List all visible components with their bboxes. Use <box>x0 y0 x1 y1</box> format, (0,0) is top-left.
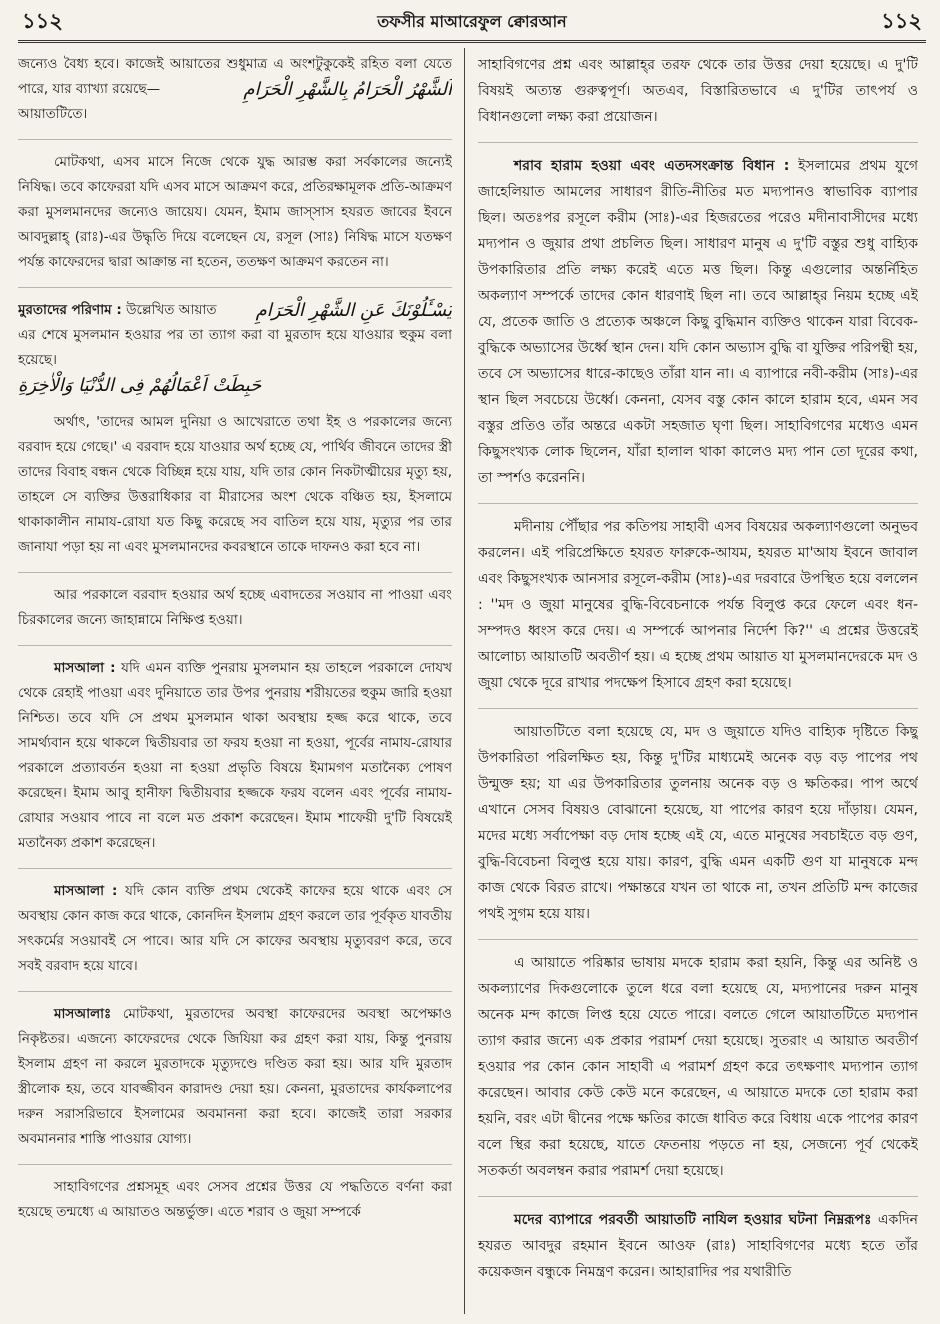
paragraph <box>478 153 918 491</box>
paragraph: এ আয়াতে পরিষ্কার ভাষায় মদকে হারাম করা হয়নি, কিন্তু এর অনিষ্ট ও অকল্যাণের দিকগুলোকে তুলে ধরে বলা হয়েছে যে, মদ্যপানের দরুন মানুষ অনেক মন্দ কাজে লিপ্ত হয়ে যেতে পারে। বলতে গেলে আয়াতটিতে মদ্যপান ত্যাগ করার জন্যে এক প্রকার পরামর্শ দেয়া হয়েছে। সুতরাং এ আয়াত অবতীর্ণ হওয়ার পর কোন কোন সাহাবী এ পরামর্শ গ্রহণ করে তৎক্ষণাৎ মদ্যপান ত্যাগ করেছেন। আবার কেউ কেউ মনে করেছেন, এ আয়াতে মদকে তো হারাম করা হয়নি, বরং এটা দ্বীনের পক্ষে ক্ষতির কাজে ধাবিত করে বিধায় একে পাপের কারণ বলে স্থির করা হয়েছে, যাতে ফেতনায় পড়তে না হয়, সেজন্যে পূর্ব থেকেই সতকর্তা অবলম্বন করার পরামর্শ দেয়া হয়েছে। <box>478 955 918 1179</box>
paragraph: আয়াতটিতে বলা হয়েছে যে, মদ ও জুয়াতে যদিও বাহ্যিক দৃষ্টিতে কিছু উপকারিতা পরিলক্ষিত হয়, কিন্তু দু'টির মাধ্যমেই অনেক বড় বড় পাপের পথ উন্মুক্ত হয়; যা এর উপকারিতার তুলনায় অনেক বড় ও ক্ষতিকর। পাপ অর্থে এখানে সেসব বিষয়ও বোঝানো হয়েছে, যা পাপের কারণ হয়ে দাঁড়ায়। যেমন, মদের মধ্যে সর্বাপেক্ষা বড় দোষ হচ্ছে এই যে, এতে মানুষের সবচাইতে বড় গুণ, বুদ্ধি-বিবেচনা বিলুপ্ত হয়ে যায়। কারণ, বুদ্ধি এমন একটি গুণ যা মানুষকে মন্দ কাজ থেকে বিরত রাখে। পক্ষান্তরে যখন তা থাকে না, তখন প্রতিটি মন্দ কাজের পথই সুগম হয়ে যায়। <box>478 724 918 922</box>
divider <box>478 708 918 709</box>
heading-line <box>18 298 452 323</box>
section-heading: মাসআলা : <box>54 660 116 676</box>
section-heading: মাসআলা : <box>54 883 118 899</box>
book-title: তফসীর মাআরেফুল ক্বোরআন <box>377 11 567 31</box>
paragraph-text: আয়াতটিতে। <box>18 106 88 122</box>
divider <box>18 991 452 992</box>
column-divider <box>464 48 465 1314</box>
paragraph <box>18 52 452 127</box>
divider <box>18 572 452 573</box>
arabic-verse: يَسْـَٔلُوْنَكَ عَنِ الشَّهْرِ الْحَرَامِ <box>255 300 452 321</box>
paragraph-text: এর শেষে মুসলমান হওয়ার পর তা ত্যাগ করা বা মুরতাদ হয়ে যাওয়ার হুকুম বলা হয়েছে। <box>18 327 452 368</box>
paragraph-text: মোটকথা, মুরতাদের অবস্থা কাফেরদের অবস্থা অপেক্ষাও নিকৃষ্টতর। এজন্যে কাফেরদের থেকে জিযিয়া কর গ্রহণ করা যায়, কিন্তু পুনরায় ইসলাম গ্রহণ না করলে মুরতাদকে মৃত্যুদণ্ডে দণ্ডিত করা হয়। আর যদি মুরতাদ স্ত্রীলোক হয়, তবে যাবজ্জীবন কারাদণ্ড দেয়া হয়। কেননা, মুরতাদের কার্যকলাপের দরুন সরাসরিভাবে ইসলামের অবমাননা করা হবে। কাজেই তারা সরকার অবমাননার শাস্তি পাওয়ার যোগ্য। <box>18 1006 452 1147</box>
section-heading: শরাব হারাম হওয়া এবং এতদসংক্রান্ত বিধান : <box>514 158 790 174</box>
paragraph <box>18 1002 452 1152</box>
paragraph-text: ইসলামের প্রথম যুগে জাহেলিয়াত আমলের সাধারণ রীতি-নীতির মত মদ্যপানও স্বাভাবিক ব্যাপার ছিল। অতঃপর রসূলে করীম (সাঃ)-এর হিজরতের পরেও মদীনাবাসীদের মধ্যে মদ্যপান ও জুয়ার প্রথা প্রচলিত ছিল। সাধারণ মানুষ এ দু'টি বস্তুর শুধু বাহ্যিক উপকারিতার প্রতি লক্ষ্য করেই এতে মত্ত ছিল। কিন্তু এগুলোর অন্তর্নিহিত অকল্যাণ সম্পর্কে তাদের কোন ধারণাই ছিল না। তবে আল্লাহ্‌র নিয়ম হচ্ছে এই যে, প্রতেক জাতি ও প্রত্যেক অঞ্চলে কিছু বুদ্ধিমান ব্যক্তিও থাকেন যারা বিবেক-বুদ্ধিকে অভ্যাসের উর্ধ্বে স্থান দেন। যদি কোন অভ্যাস বুদ্ধি বা যুক্তির পরিপন্থী হয়, তবে সে অভ্যাসের ধারে-কাছেও তাঁরা যান না। এ ব্যাপারে নবী-করীম (সাঃ)-এর স্থান ছিল সবচেয়ে উর্ধ্বে। কেননা, যেসব বস্তু কোন কালে হারাম হবে, এমন সব বস্তুর প্রতিও তাঁর অন্তরে একটা সহজাত ঘৃণা ছিল। সাহাবিগণের মধ্যেও এমন কিছুসংখ্যক লোক ছিলেন, যাঁরা হালাল থাকা কালেও মদ্য পান তো দূরের কথা, তা স্পর্শও করেননি। <box>478 158 918 486</box>
paragraph: আর পরকালে বরবাদ হওয়ার অর্থ হচ্ছে এবাদতের সওয়াব না পাওয়া এবং চিরকালের জন্যে জাহান্নামে নিক্ষিপ্ত হওয়া। <box>18 587 452 628</box>
paragraph: মোটকথা, এসব মাসে নিজে থেকে যুদ্ধ আরম্ভ করা সর্বকালের জন্যেই নিষিদ্ধ। তবে কাফেররা যদি এসব মাসে আক্রমণ করে, প্রতিরক্ষামূলক প্রতি-আক্রমণ করা মুসলমানদের জন্যেও জায়েয। যেমন, ইমাম জাস্সাস হযরত জাবের ইবনে আবদুল্লাহ্ (রাঃ)-এর উদ্ধৃতি দিয়ে বলেছেন যে, রসূল (সাঃ) নিষিদ্ধ মাসে যতক্ষণ পর্যন্ত কাফেরদের দ্বারা আক্রান্ত না হতেন, ততক্ষণ আক্রমণ করতেন না। <box>18 154 452 270</box>
arabic-verse: حَبِطَتْ اَعْمَالُهُمْ فِى الدُّنْيَا وَالْاٰخِرَةِ <box>18 375 262 396</box>
arabic-verse: اَلشَّهْرُ الْحَرَامُ بِالشَّهْرِ الْحَرَامِ <box>243 79 452 100</box>
section-heading: মদের ব্যাপারে পরবর্তী আয়াতটি নাযিল হওয়ার ঘটনা নিম্নরূপঃ <box>514 1212 872 1228</box>
divider <box>18 1164 452 1165</box>
divider <box>18 645 452 646</box>
section-heading: মুরতাদের পরিণাম : <box>18 302 122 318</box>
paragraph-text: জন্যেও বৈধ্য হবে। কাজেই আয়াতের শুধুমাত্র এ অংশটুকুকেই রহিত বলা যেতে পারে, যার ব্যাখ্যা রয়েছে— <box>18 56 452 97</box>
divider <box>478 1196 918 1197</box>
divider <box>18 139 452 140</box>
divider <box>478 939 918 940</box>
paragraph-text: যদি এমন ব্যক্তি পুনরায় মুসলমান হয় তাহলে পরকালে দোযখ থেকে রেহাই পাওয়া এবং দুনিয়াতে তার উপর পুনরায় শরীয়তের হুকুম জারি হওয়া নিশ্চিত। তবে যদি সে প্রথম মুসলমান থাকা অবস্থায় হজ্জ করে থাকে, তবে সামর্থ্যবান হয়ে থাকলে দ্বিতীয়বার তা ফরয হওয়া না হওয়া, পূর্বের নামায-রোযার পরকালে প্রত্যাবর্তন হওয়া না হওয়া প্রভৃতি বিষয়ে ইমামগণ মতানৈক্য পোষণ করেছেন। ইমাম আবু হানীফা দ্বিতীয়বার হজ্জকে ফরয বলেন এবং পূর্বের নামায-রোযার সওয়াব পাবে না বলে মত প্রকাশ করেছেন। ইমাম শাফেয়ী দু'টি বিষয়েই মতানৈক্য প্রকাশ করেছেন। <box>18 660 452 851</box>
paragraph-text: একদিন হযরত আবদুর রহমান ইবনে আওফ (রাঃ) সাহাবিগণের মধ্যে হতে তাঁর কয়েকজন বন্ধুকে নিমন্ত্রণ করেন। আহারাদির পর যথারীতি <box>478 1212 918 1280</box>
paragraph: সাহাবিগণের প্রশ্ন এবং আল্লাহ্‌র তরফ থেকে তার উত্তর দেয়া হয়েছে। এ দু'টি বিষয়ই অত্যন্ত গুরুত্বপূর্ণ। অতএব, বিস্তারিতভাবে এ দু'টির তাৎপর্য ও বিধানগুলো লক্ষ্য করা প্রয়োজন। <box>478 57 918 125</box>
paragraph-text: উল্লেখিত আয়াত <box>126 302 217 318</box>
paragraph <box>18 298 452 398</box>
paragraph: অর্থাৎ, 'তাদের আমল দুনিয়া ও আখেরাতে তথা ইহ ও পরকালের জন্যে বরবাদ হয়ে গেছে।' এ বরবাদ হয়ে যাওয়ার অর্থ হচ্ছে যে, পার্থিব জীবনে তাদের স্ত্রী তাদের বিবাহ বন্ধন থেকে বিচ্ছিন্ন হয়ে যায়, যদি তার কোন নিকটাত্মীয়ের মৃত্যু হয়, তাহলে সে ব্যক্তির উত্তরাধিকার বা মীরাসের অংশ থেকে বঞ্চিত হয়, ইসলামে থাকাকালীন নামায-রোযা যত কিছু করেছে সব বাতিল হয়ে যায়, মৃত্যুর পর তার জানাযা পড়া হয় না এবং মুসলমানদের কবরস্থানে তাকে দাফনও করা হবে না। <box>18 414 452 555</box>
page-number-right: ১১২ <box>881 8 922 33</box>
paragraph: সাহাবিগণের প্রশ্নসমূহ এবং সেসব প্রশ্নের উত্তর যে পদ্ধতিতে বর্ণনা করা হয়েছে তন্মধ্যে এ আয়াতও অন্তর্ভুক্ত। এতে শরাব ও জুয়া সম্পর্কে <box>18 1179 452 1220</box>
paragraph <box>18 656 452 856</box>
section-heading: মাসআলাঃ <box>54 1006 112 1022</box>
divider <box>18 287 452 288</box>
page-header <box>22 4 922 40</box>
paragraph <box>18 879 452 979</box>
paragraph <box>478 1207 918 1285</box>
divider <box>18 868 452 869</box>
right-column <box>478 52 918 1314</box>
paragraph: মদীনায় পৌঁছার পর কতিপয় সাহাবী এসব বিষয়ের অকল্যাণগুলো অনুভব করলেন। এই পরিপ্রেক্ষিতে হযরত ফারুকে-আযম, হযরত মা'আয ইবনে জাবাল এবং কিছুসংখ্যক আনসার রসূলে-করীম (সাঃ)-এর দরবারে উপস্থিত হয়ে বললেন : ''মদ ও জুয়া মানুষের বুদ্ধি-বিবেচনাকে পর্যন্ত বিলুপ্ত করে ফেলে এবং ধন-সম্পদও ধ্বংস করে দেয়। এ সম্পর্কে আপনার নির্দেশ কি?'' এ প্রশ্নের উত্তরেই আলোচ্য আয়াতটি অবতীর্ণ হয়। এ হচ্ছে প্রথম আয়াত যা মুসলমানদেরকে মদ ও জুয়া থেকে দূরে রাখার পদক্ষেপ হিসাবে গ্রহণ করা হয়েছে। <box>478 519 918 691</box>
divider <box>478 503 918 504</box>
page-number-left: ১১২ <box>22 8 63 33</box>
left-column <box>18 52 452 1314</box>
divider <box>478 142 918 143</box>
paragraph-text: যদি কোন ব্যক্তি প্রথম থেকেই কাফের হয়ে থাকে এবং সে অবস্থায় কোন কাজ করে থাকে, কোনদিন ইসলাম গ্রহণ করলে তার পূর্বকৃত যাবতীয় সৎকর্মের সওয়াবই সে পাবে। আর যদি সে কাফের অবস্থায় মৃত্যুবরণ করে, তবে সবই বরবাদ হয়ে যাবে। <box>18 883 452 974</box>
header-rule <box>18 40 926 43</box>
